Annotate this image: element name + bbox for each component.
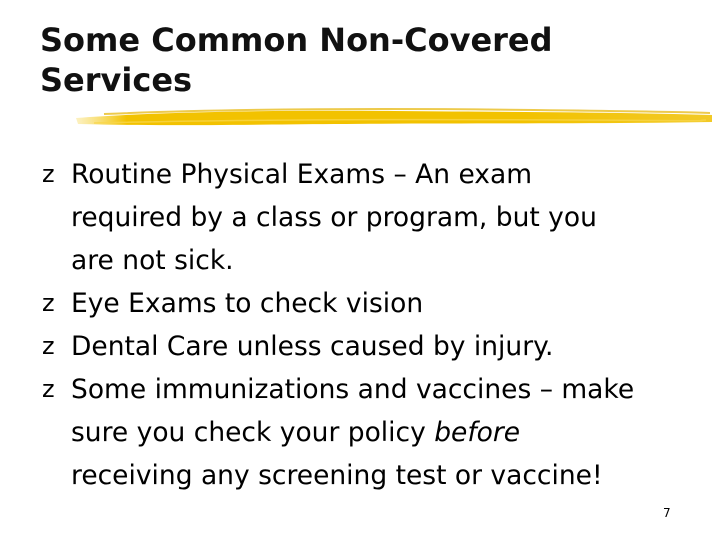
bullet-glyph: z <box>42 375 55 403</box>
bullet-item <box>42 368 692 497</box>
emphasis-before: before <box>434 417 521 448</box>
bullet-list <box>42 153 692 497</box>
bullet-line: Eye Exams to check vision <box>71 288 424 319</box>
bullet-item <box>42 325 692 368</box>
bullet-glyph: z <box>42 160 55 188</box>
bullet-line-text: sure you check your policy <box>71 417 435 448</box>
slide-title <box>40 20 680 100</box>
bullet-line <box>71 411 692 454</box>
bullet-line: Routine Physical Exams – An exam <box>71 159 533 190</box>
bullet-line: receiving any screening test or vaccine! <box>71 460 603 491</box>
title-line-2: Services <box>40 61 193 99</box>
title-line-1: Some Common Non-Covered <box>40 21 553 59</box>
bullet-line: required by a class or program, but you <box>71 202 597 233</box>
bullet-line: Dental Care unless caused by injury. <box>71 331 554 362</box>
bullet-item <box>42 153 692 282</box>
bullet-item <box>42 282 692 325</box>
title-brush-underline <box>74 102 714 132</box>
bullet-glyph: z <box>42 332 55 360</box>
page-number: 7 <box>663 506 671 520</box>
bullet-line: are not sick. <box>71 245 234 276</box>
bullet-glyph: z <box>42 289 55 317</box>
bullet-line: Some immunizations and vaccines – make <box>71 374 635 405</box>
